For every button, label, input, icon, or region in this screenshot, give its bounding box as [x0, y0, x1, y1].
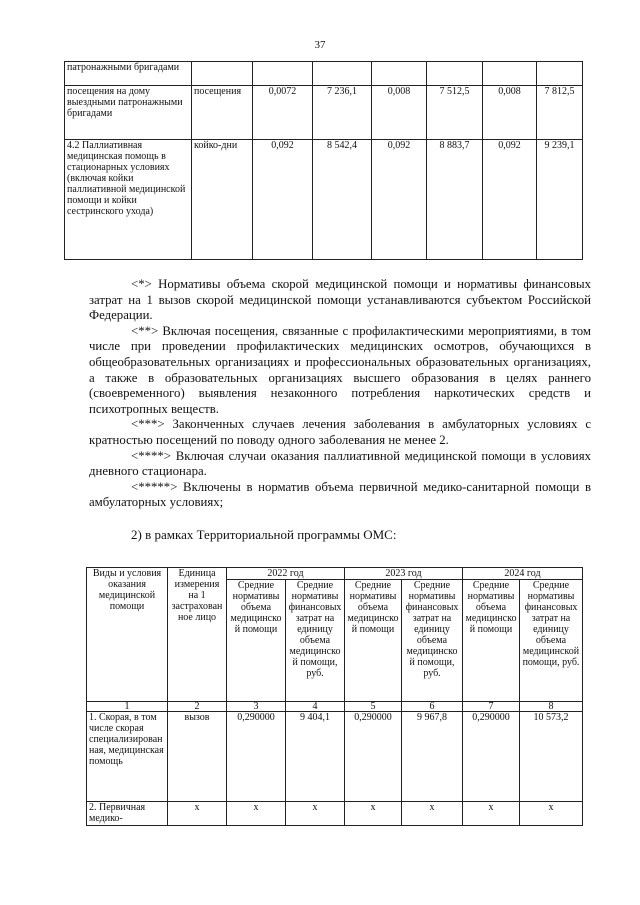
col-header-finance: Средние нормативы финансовых затрат на единицу объема медицинской помощи, руб.: [520, 580, 583, 702]
col-header-year-2023: 2023 год: [345, 568, 463, 580]
cell: [483, 62, 537, 86]
footnote-3: <***> Законченных случаев лечения заболевания в амбулаторных условиях с кратностью посещений по поводу одного заболевания не менее 2.: [89, 417, 591, 447]
col-header-unit: Единица измерения на 1 застрахованное лицо: [168, 568, 227, 702]
row-name: посещения на дому выездными патронажными бригадами: [65, 86, 192, 140]
row-unit: [192, 62, 253, 86]
table-row: [65, 86, 583, 140]
cell: 7 512,5: [427, 86, 483, 140]
table-row: [65, 62, 583, 86]
cell: [253, 62, 313, 86]
table-oms: [86, 567, 583, 826]
cell: 0,290000: [345, 712, 402, 802]
cell: х: [402, 802, 463, 826]
col-header-volume: Средние нормативы объема медицинской помощи: [463, 580, 520, 702]
header-row: [87, 568, 583, 580]
row-unit: койко-дни: [192, 140, 253, 260]
cell: [372, 62, 427, 86]
footnote-1: <*> Нормативы объема скорой медицинской помощи и нормативы финансовых затрат на 1 вызов скорой медицинской помощи устанавливаются субъектом Российской Федерации.: [89, 277, 591, 323]
cell: 0,0072: [253, 86, 313, 140]
cell: 0,008: [483, 86, 537, 140]
cell: 7 812,5: [537, 86, 583, 140]
cell: х: [345, 802, 402, 826]
col-number: 8: [520, 702, 583, 712]
cell: [313, 62, 372, 86]
cell: 0,290000: [227, 712, 286, 802]
cell: 0,092: [253, 140, 313, 260]
cell: [427, 62, 483, 86]
col-header-kind: Виды и условия оказания медицинской помощи: [87, 568, 168, 702]
col-number: 7: [463, 702, 520, 712]
col-number: 6: [402, 702, 463, 712]
col-number: 5: [345, 702, 402, 712]
cell: 0,092: [483, 140, 537, 260]
col-header-finance: Средние нормативы финансовых затрат на единицу объема медицинской помощи, руб.: [402, 580, 463, 702]
table-row: [87, 712, 583, 802]
cell: 9 404,1: [286, 712, 345, 802]
table-palliative: [64, 61, 583, 260]
page-number: 37: [314, 39, 326, 51]
row-unit: х: [168, 802, 227, 826]
col-header-volume: Средние нормативы объема медицинской помощи: [227, 580, 286, 702]
col-header-year-2024: 2024 год: [463, 568, 583, 580]
row-name: 4.2 Паллиативная медицинская помощь в стационарных условиях (включая койки паллиативной медицинской помощи и койки сестринского ухода): [65, 140, 192, 260]
col-number: 1: [87, 702, 168, 712]
row-name: 2. Первичная медико-: [87, 802, 168, 826]
col-number: 4: [286, 702, 345, 712]
cell: 8 883,7: [427, 140, 483, 260]
table-row: [87, 802, 583, 826]
col-header-year-2022: 2022 год: [227, 568, 345, 580]
row-unit: вызов: [168, 712, 227, 802]
cell: [537, 62, 583, 86]
col-header-finance: Средние нормативы финансовых затрат на единицу объема медицинской помощи, руб.: [286, 580, 345, 702]
row-name: 1. Скорая, в том числе скорая специализированная, медицинская помощь: [87, 712, 168, 802]
cell: х: [286, 802, 345, 826]
footnote-4: <****> Включая случаи оказания паллиативной медицинской помощи в условиях дневного стационара.: [89, 448, 591, 479]
col-number: 2: [168, 702, 227, 712]
cell: 0,008: [372, 86, 427, 140]
col-header-volume: Средние нормативы объема медицинской помощи: [345, 580, 402, 702]
cell: 0,290000: [463, 712, 520, 802]
table-row: [65, 140, 583, 260]
cell: х: [463, 802, 520, 826]
cell: х: [520, 802, 583, 826]
col-number: 3: [227, 702, 286, 712]
row-unit: посещения: [192, 86, 253, 140]
cell: 9 239,1: [537, 140, 583, 260]
column-number-row: [87, 702, 583, 712]
footnote-5: <*****> Включены в норматив объема первичной медико-санитарной помощи в амбулаторных условиях;: [89, 479, 591, 510]
footnotes: [89, 277, 591, 511]
section-title: 2) в рамках Территориальной программы ОМС:: [131, 527, 397, 542]
cell: 10 573,2: [520, 712, 583, 802]
cell: 9 967,8: [402, 712, 463, 802]
row-name: патронажными бригадами: [65, 62, 192, 86]
cell: 7 236,1: [313, 86, 372, 140]
cell: х: [227, 802, 286, 826]
cell: 0,092: [372, 140, 427, 260]
cell: 8 542,4: [313, 140, 372, 260]
footnote-2: <**> Включая посещения, связанные с профилактическими мероприятиями, в том числе при проведении профилактических медицинских осмотров, обучающихся в общеобразовательных организациях и профессиональных образовательных организациях, а также в образовательных организациях высшего образования в целях раннего (своевременного) выявления незаконного потребления наркотических средств и психотропных веществ.: [89, 323, 591, 416]
